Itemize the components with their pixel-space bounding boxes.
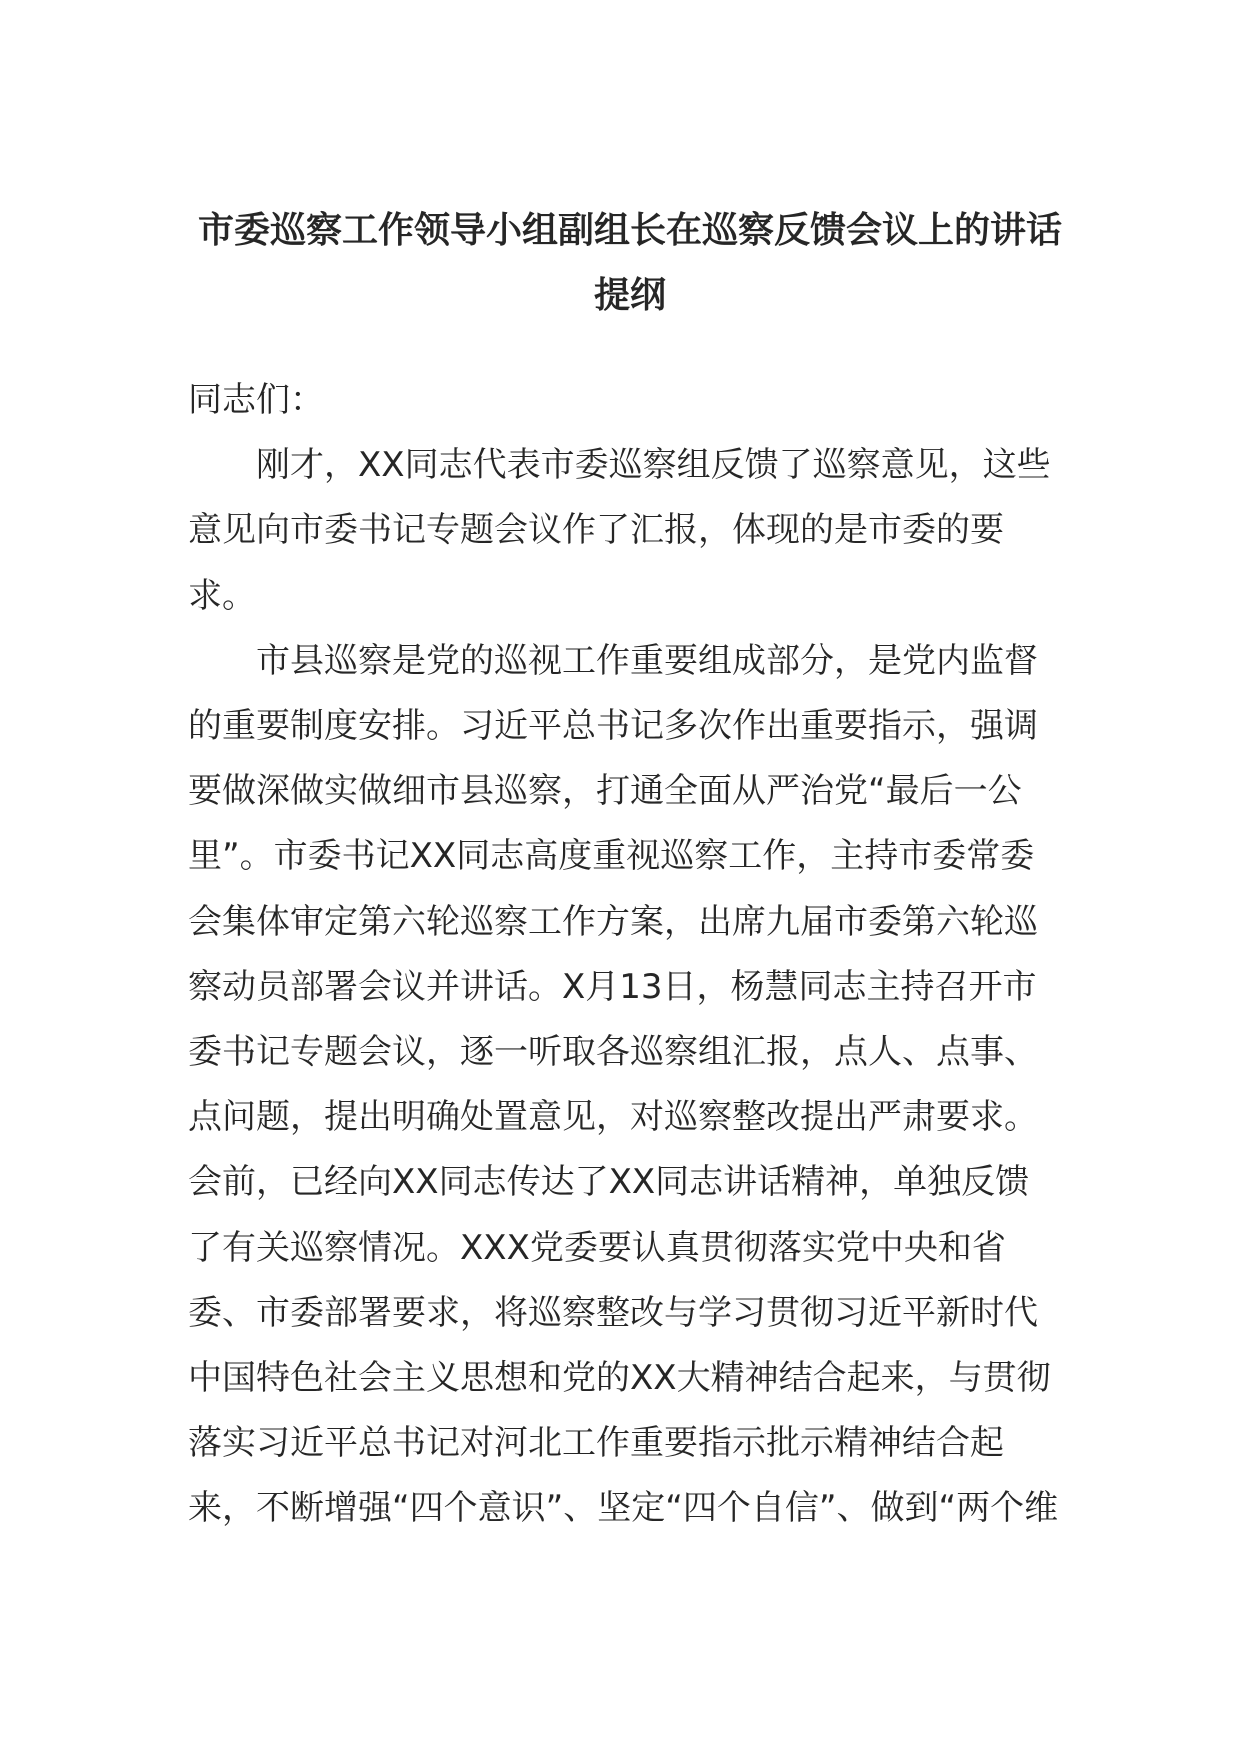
document-title: 市委巡察工作领导小组副组长在巡察反馈会议上的讲话提纲 <box>197 210 1062 316</box>
paragraph-1: 刚才，XX同志代表市委巡察组反馈了巡察意见，这些意见向市委书记专题会议作了汇报，体现的是市委的要求。 <box>188 445 1051 616</box>
paragraph-2: 市县巡察是党的巡视工作重要组成部分，是党内监督的重要制度安排。习近平总书记多次作出重要指示，强调要做深做实做细市县巡察，打通全面从严治党“最后一公里”。市委书记XX同志高度重视巡察工作，主持市委常委会集体审定第六轮巡察工作方案，出席九届市委第六轮巡察动员部署会议并讲话。X月13日，杨慧同志主持召开市委书记专题会议，逐一听取各巡察组汇报，点人、点事、点问题，提出明确处置意见，对巡察整改提出严肃要求。会前，已经向XX同志传达了XX同志讲话精神，单独反馈了有关巡察情况。XXX党委要认真贯彻落实党中央和省委、市委部署要求，将巡察整改与学习贯彻习近平新时代中国特色社会主义思想和党的XX大精神结合起来，与贯彻落实习近平总书记对河北工作重要指示批示精神结合起来，不断增强“四个意识”、坚定“四个自信”、做到“两个维 <box>188 640 1059 1529</box>
greeting-line: 同志们： <box>188 380 324 420</box>
document-body <box>188 368 1060 1542</box>
